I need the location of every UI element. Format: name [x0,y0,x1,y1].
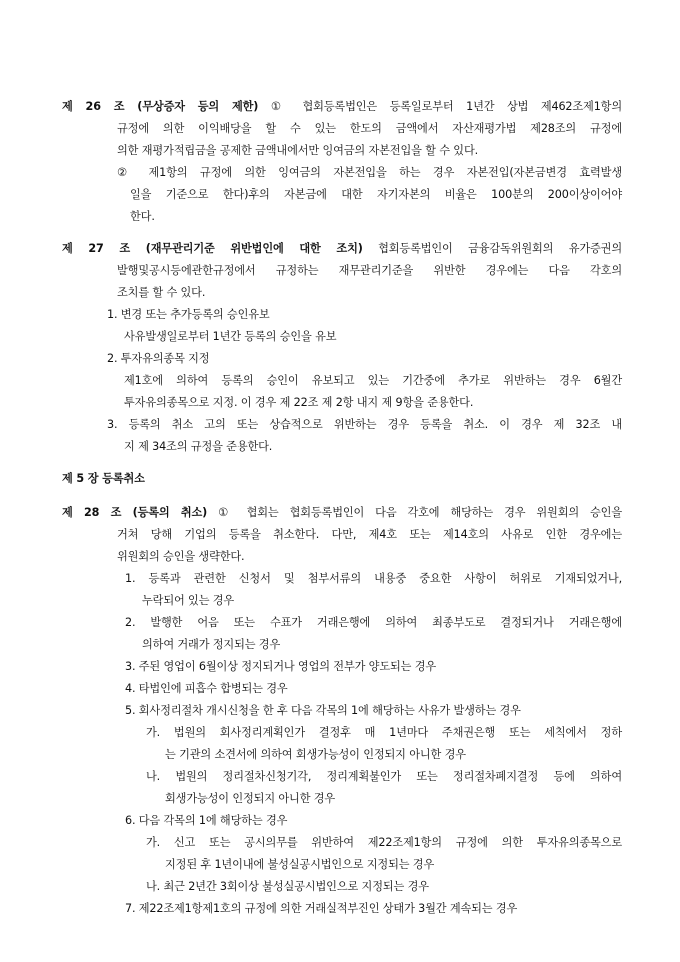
art26-line-1: 제 26 조 (무상증자 등의 제한) ① 협회등록법인은 등록일로부터 1년간 상법 제462조제1항의 [62,100,622,113]
art28-line-3: 위원회의 승인을 생략한다. [117,550,245,563]
art27-line-3: 조치를 할 수 있다. [117,286,206,299]
art28-item-5a-line-1: 가. 법원의 회사정리계획인가 결정후 매 1년마다 주채권은행 또는 세칙에서 정하 [146,726,622,739]
art28-item-1-line-1: 1. 등록과 관련한 신청서 및 첨부서류의 내용중 중요한 사항이 허위로 기재되었거나, [125,572,622,585]
art27-item-2-desc-1: 제1호에 의하여 등록의 승인이 유보되고 있는 기간중에 추가로 위반하는 경우 6월간 [124,374,622,387]
art27-line-2: 발행및공시등에관한규정에서 규정하는 재무관리기준을 위반한 경우에는 다음 각호의 [117,264,622,277]
art26-line-3: 의한 재평가적립금을 공제한 금액내에서만 잉여금의 자본전입을 할 수 있다. [117,144,479,157]
art28-item-5b-line-2: 회생가능성이 인정되지 아니한 경우 [165,792,336,805]
art28-item-5b-line-1: 나. 법원의 정리절차신청기각, 정리계획불인가 또는 정리절차폐지결정 등에 의하여 [146,770,622,783]
art27-item-2-desc-2: 투자유의종목으로 지정. 이 경우 제 22조 제 2항 내지 제 9항을 준용한다. [124,396,474,409]
art28-item-1-line-2: 누락되어 있는 경우 [142,594,235,607]
art27-item-2: 2. 투자유의종목 지정 [107,352,210,365]
art28-item-5: 5. 회사정리절차 개시신청을 한 후 다음 각목의 1에 해당하는 사유가 발생하는 경우 [125,704,521,717]
art26-p2-line-3: 한다. [130,210,155,223]
art28-item-6a-line-2: 지정된 후 1년이내에 불성실공시법인으로 지정되는 경우 [165,858,435,871]
art26-p2-line-2: 일을 기준으로 한다)후의 자본금에 대한 자기자본의 비율은 100분의 200이상이어야 [130,188,622,201]
art27-item-1: 1. 변경 또는 추가등록의 승인유보 [107,308,270,321]
art27-item-3-line-2: 지 제 34조의 규정을 준용한다. [124,440,273,453]
art28-item-6b: 나. 최근 2년간 3회이상 불성실공시법인으로 지정되는 경우 [146,880,429,893]
art27-item-3-line-1: 3. 등록의 취소 고의 또는 상습적으로 위반하는 경우 등록을 취소. 이 경우 제 32조 내 [107,418,622,431]
art28-line-1: 제 28 조 (등록의 취소) ① 협회는 협회등록법인이 다음 각호에 해당하는 경우 위원회의 승인을 [62,506,622,519]
art28-item-3: 3. 주된 영업이 6월이상 정지되거나 영업의 전부가 양도되는 경우 [125,660,437,673]
art28-item-4: 4. 타법인에 피흡수 합병되는 경우 [125,682,288,695]
art26-heading: 제 26 조 (무상증자 등의 제한) [62,100,259,113]
art28-item-2-line-1: 2. 발행한 어음 또는 수표가 거래은행에 의하여 최종부도로 결정되거나 거래은행에 [125,616,622,629]
art26-p2-line-1: ② 제1항의 규정에 의한 잉여금의 자본전입을 하는 경우 자본전입(자본금변경 효력발생 [117,166,622,179]
art28-item-6: 6. 다음 각목의 1에 해당하는 경우 [125,814,288,827]
art26-line-2: 규정에 의한 이익배당을 할 수 있는 한도의 금액에서 자산재평가법 제28조의 규정에 [117,122,622,135]
art27-line-1: 제 27 조 (재무관리기준 위반법인에 대한 조치) 협회등록법인이 금융감독위원회의 유가증권의 [62,242,623,255]
art28-line-2: 거쳐 당해 기업의 등록을 취소한다. 다만, 제4호 또는 제14호의 사유로 인한 경우에는 [117,528,622,541]
art28-heading: 제 28 조 (등록의 취소) [62,506,208,519]
chapter-5-heading: 제 5 장 등록취소 [62,472,145,485]
art28-item-5a-line-2: 는 기관의 소견서에 의하여 회생가능성이 인정되지 아니한 경우 [165,748,466,761]
art28-item-6a-line-1: 가. 신고 또는 공시의무를 위반하여 제22조제1항의 규정에 의한 투자유의종목으로 [146,836,622,849]
art27-item-1-desc: 사유발생일로부터 1년간 등록의 승인을 유보 [124,330,337,343]
art28-item-2-line-2: 의하여 거래가 정지되는 경우 [142,638,281,651]
art27-heading: 제 27 조 (재무관리기준 위반법인에 대한 조치) [62,242,363,255]
art28-item-7: 7. 제22조제1항제1호의 규정에 의한 거래실적부진인 상태가 3월간 계속되는 경우 [125,902,518,915]
